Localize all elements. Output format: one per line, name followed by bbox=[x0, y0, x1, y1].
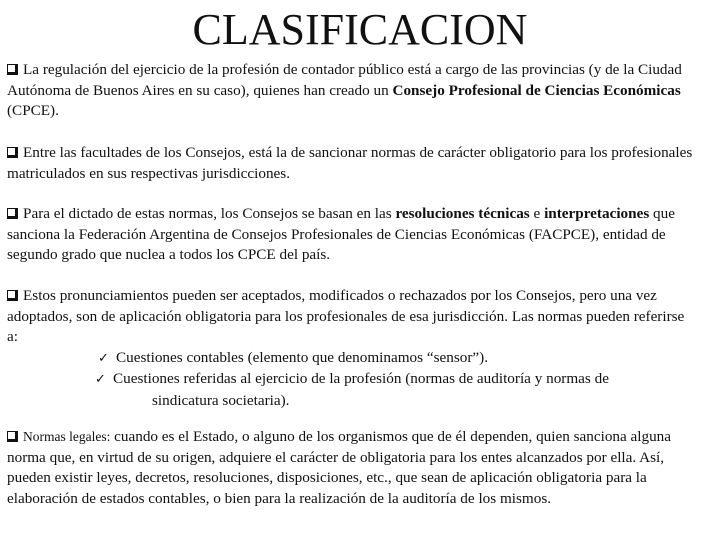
square-bullet-icon bbox=[7, 290, 18, 301]
square-bullet-icon bbox=[7, 147, 18, 158]
paragraph-text: que sanciona la Federación Argentina de Consejos Profesionales de Ciencias Económicas (FACPCE), entidad de segundo grado que nuclea a todos los CPCE del país. bbox=[7, 205, 675, 263]
paragraph-text: La regulación del ejercicio de la profesión de contador público está a cargo de las provincias (y de la Ciudad Autónoma de Buenos Aires en su caso), quienes han creado un bbox=[7, 61, 682, 99]
page-title: CLASIFICACION bbox=[192, 5, 528, 54]
paragraph-text: Para el dictado de estas normas, los Consejos se basan en las bbox=[23, 205, 396, 222]
check-mark-icon: ✓ bbox=[95, 372, 106, 387]
square-bullet-icon bbox=[7, 431, 18, 442]
square-bullet-icon bbox=[7, 64, 18, 75]
normas-legales-label: Normas legales: bbox=[23, 429, 111, 444]
check-list-item bbox=[7, 348, 697, 370]
paragraph-normas-legales bbox=[7, 427, 697, 509]
square-bullet-icon bbox=[7, 208, 18, 219]
paragraph-text: Entre las facultades de los Consejos, está la de sancionar normas de carácter obligatorio para los profesionales matriculados en sus respectivas jurisdicciones. bbox=[7, 144, 693, 182]
check-mark-icon: ✓ bbox=[98, 350, 109, 366]
check-item-text: Cuestiones contables (elemento que denominamos “sensor”). bbox=[116, 348, 488, 366]
bold-term: interpretaciones bbox=[544, 205, 650, 222]
paragraph-text: Estos pronunciamientos pueden ser aceptados, modificados o rechazados por los Consejos, pero una vez adoptados, son de aplicación obligatoria para los profesionales de esa jurisdicción. Las normas pueden referirse a: bbox=[7, 287, 685, 345]
paragraph-consejo-profesional bbox=[7, 60, 697, 122]
paragraph-text: (CPCE). bbox=[7, 102, 59, 119]
paragraph-text: cuando es el Estado, o alguno de los organismos que de él dependen, quien sanciona alguna norma que, en virtud de su origen, adquiere el carácter de obligatoria para los entes alcanzados por ella. Así, pueden existir leyes, decretos, resoluciones, disposiciones, etc., que sean de aplicación obligatoria para la elaboración de estados contables, o bien para la realización de la auditoría de los mismos. bbox=[7, 428, 672, 507]
paragraph-facultades bbox=[7, 143, 697, 184]
check-item-continuation: sindicatura societaria). bbox=[152, 391, 290, 409]
bold-term: resoluciones técnicas bbox=[395, 205, 530, 222]
paragraph-pronunciamientos bbox=[7, 286, 697, 411]
paragraph-resoluciones-tecnicas bbox=[7, 204, 697, 266]
paragraph-text: e bbox=[529, 205, 545, 222]
bold-term: Consejo Profesional de Ciencias Económicas bbox=[392, 81, 681, 99]
check-list-item bbox=[7, 369, 697, 391]
check-item-text: Cuestiones referidas al ejercicio de la profesión (normas de auditoría y normas de bbox=[113, 370, 609, 387]
